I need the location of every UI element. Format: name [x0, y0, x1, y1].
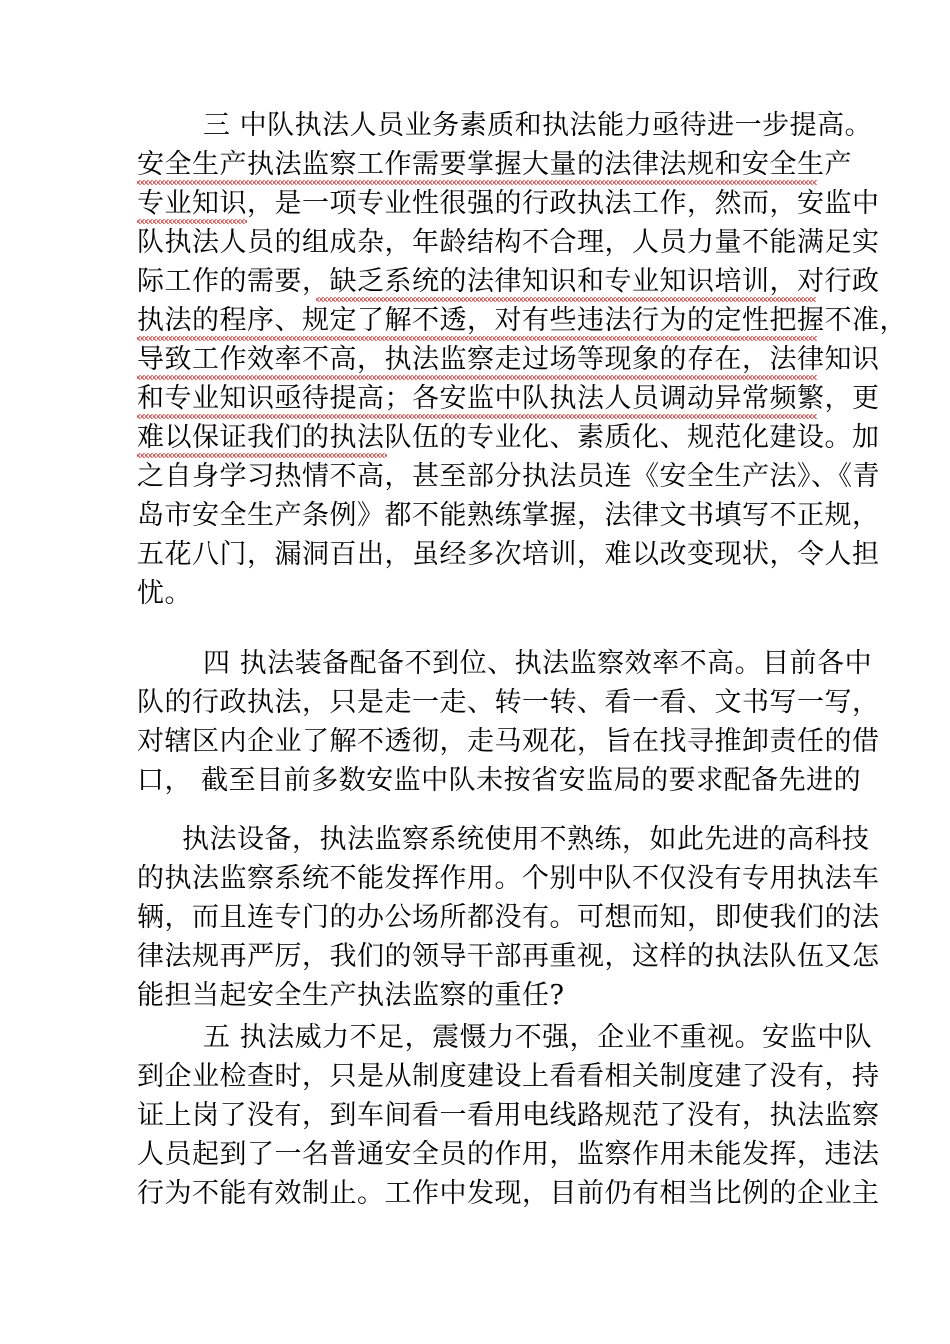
paragraph-4-line-8: 律法规再严厉，我们的领导干部再重视，这样的执法队伍又怎: [137, 941, 880, 972]
spellcheck-underline: [137, 180, 817, 185]
paragraph-4-line-2: 队的行政执法，只是走一走、转一转、看一看、文书写一写，: [137, 687, 880, 718]
paragraph-5-line-2: 到企业检查时，只是从制度建设上看看相关制度建了没有，持: [137, 1061, 880, 1092]
paragraph-3-line-10: 之自身学习热情不高，甚至部分执法员连《安全生产法》、《青: [137, 461, 880, 492]
paragraph-4-line-6: 的执法监察系统不能发挥作用。个别中队不仅没有专用执法车: [137, 863, 880, 894]
paragraph-5-line-3: 证上岗了没有，到车间看一看用电线路规范了没有，执法监察: [137, 1100, 880, 1131]
paragraph-3-line-1: 三 中队执法人员业务素质和执法能力亟待进一步提高。: [203, 110, 873, 141]
spellcheck-underline: [137, 453, 387, 458]
paragraph-5-line-1: 五 执法威力不足，震慑力不强，企业不重视。安监中队: [203, 1022, 873, 1053]
paragraph-3-line-11: 岛市安全生产条例》都不能熟练掌握，法律文书填写不正规，: [137, 500, 880, 531]
paragraph-3-line-12: 五花八门，漏洞百出，虽经多次培训，难以改变现状，令人担: [137, 539, 880, 570]
paragraph-3-line-7: 导致工作效率不高，执法监察走过场等现象的存在，法律知识: [137, 344, 880, 375]
paragraph-4-line-1: 四 执法装备配备不到位、执法监察效率不高。目前各中: [203, 648, 873, 679]
paragraph-3-line-5: 际工作的需要，缺乏系统的法律知识和专业知识培训，对行政: [137, 266, 880, 297]
paragraph-3-line-13: 忧。: [137, 578, 192, 609]
paragraph-3-line-6: 执法的程序、规定了解不透，对有些违法行为的定性把握不准，: [137, 305, 907, 336]
spellcheck-underline: [137, 414, 817, 419]
paragraph-4-line-5: 执法设备，执法监察系统使用不熟练，如此先进的高科技: [182, 824, 870, 855]
paragraph-5-line-5: 行为不能有效制止。工作中发现，目前仍有相当比例的企业主: [137, 1178, 880, 1209]
paragraph-3-line-9: 难以保证我们的执法队伍的专业化、素质化、规范化建设。加: [137, 422, 880, 453]
paragraph-5-line-4: 人员起到了一名普通安全员的作用，监察作用未能发挥，违法: [137, 1139, 880, 1170]
spellcheck-underline: [137, 336, 817, 341]
paragraph-3-line-3: 专业知识，是一项专业性很强的行政执法工作，然而，安监中: [137, 188, 880, 219]
spellcheck-underline: [316, 297, 816, 302]
paragraph-3-line-4: 队执法人员的组成杂，年龄结构不合理，人员力量不能满足实: [137, 227, 880, 258]
paragraph-3-line-2: 安全生产执法监察工作需要掌握大量的法律法规和安全生产: [137, 149, 852, 180]
spellcheck-underline: [137, 375, 817, 380]
paragraph-4-line-3: 对辖区内企业了解不透彻，走马观花，旨在找寻推卸责任的借: [137, 726, 880, 757]
paragraph-3-line-8: 和专业知识亟待提高；各安监中队执法人员调动异常频繁，更: [137, 383, 880, 414]
spellcheck-underline: [137, 219, 247, 224]
paragraph-4-line-9: 能担当起安全生产执法监察的重任?: [137, 980, 565, 1011]
paragraph-4-line-7: 辆，而且连专门的办公场所都没有。可想而知，即使我们的法: [137, 902, 880, 933]
paragraph-4-line-4: 口， 截至目前多数安监中队未按省安监局的要求配备先进的: [137, 765, 862, 796]
